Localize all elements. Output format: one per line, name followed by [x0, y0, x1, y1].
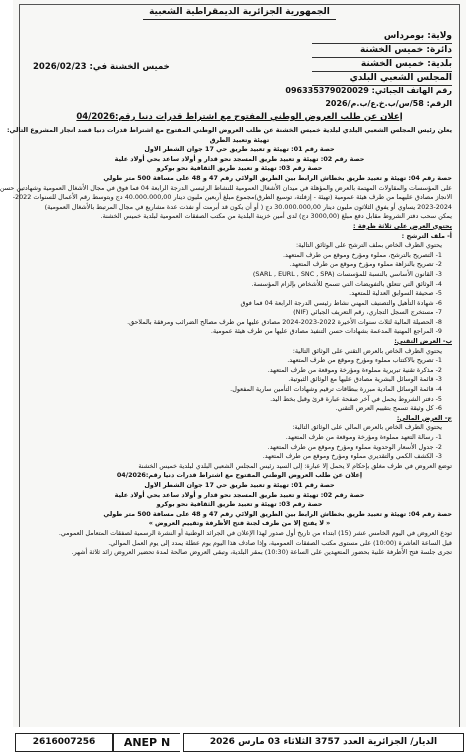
body-line: قبل الساعة العاشرة (10:00) على مستوى مكتب الصفقات العمومية، وإذا صادف هذا اليوم يوم عطلة يمدد إلى يوم العمل الموالي. — [108, 538, 452, 547]
body-line: 2- تصريح بالنزاهة مملوء ومؤرخ وموقع من طرف المتعهد. — [289, 260, 442, 269]
body-line: 6- شهادة التأهيل والتصنيف المهني نشاط رئيسي الدرجة الرابعة 04 فما فوق — [240, 298, 442, 307]
body-line: تجرى جلسة فتح الأظرفة علنية بحضور المتعهدين على الساعة (10:30) بمقر البلدية، وتبقى العروض صالحة لمدة تحضير العروض زائد ثلاثة أشهر. — [71, 548, 452, 557]
body-line: حصة رقم 02: تهيئة و تعبيد طريق المسجد نحو قدار و أولاد ساعد بحي أولاد علية — [114, 154, 365, 163]
body-line: 2023-2024 يساوي أو يفوق الثلاثون مليون دينار 30.000.000,00 دج ( أو أن يكون قد أبرمت أو نفذت عدة مشاريع في مجال المرتبط بالأشغال العمومية) — [44, 202, 452, 211]
body-line: 8- الحصيلة المالية لثلاث سنوات الأخيرة 2022-2023-2024 مصادق عليها من طرف مصالح الضرائب ومرفقة بالملاحق. — [127, 317, 442, 326]
body-line: توضع العروض في ظرف مغلق بإحكام لا يحمل إلا عبارة: إلى السيد رئيس المجلس الشعبي البلدي لبلدية خميس الخشنة — [138, 461, 452, 470]
body-line: تهيئة وتعبيد الطرق — [209, 135, 270, 144]
body-line: 3- قائمة الوسائل البشرية مصادق عليها مع الوثائق الثبوتية. — [288, 375, 442, 384]
body-line: « لا يفتح إلا من طرف لجنة فتح الأظرفة وتقييم العروض » — [148, 519, 331, 528]
body-line: 6- كل وثيقة تسمح بتقييم العرض التقني. — [335, 404, 442, 413]
body-line: حصة رقم 04: تهيئة و تعبيد طريق بخطاش الرابط بين الطريق الولائي رقم 47 و 48 على مسافة 500 متر طولي — [103, 173, 452, 182]
publication-line: الديار/ الجزائرية العدد 3757 الثلاثاء 03 مارس 2026 — [183, 733, 464, 752]
header-divider — [143, 19, 336, 20]
body-line: 7- مستخرج السجل التجاري، رقم التعريف الجبائي (NIF) — [293, 308, 442, 317]
body-line: 4- قائمة الوسائل المادية مبررة ببطاقات ترقيم وشهادات التأمين سارية المفعول. — [230, 385, 442, 394]
body-line: ب- العرض التقني: — [394, 337, 452, 346]
daira-line: دائرة: خميس الخشنة — [312, 44, 452, 58]
body-line: 3- الكشف الكمي والتقديري مملوء ومؤرخ وموقع من طرف المتعهد. — [262, 452, 442, 461]
body-line: يحتوي الظرف الخاص بملف الترشح على الوثائق التالية: — [295, 241, 442, 250]
body-line: حصة رقم 01: تهيئة و تعبيد طريق حي 17 جوان الشطر الاول — [144, 145, 335, 154]
body-line: يعلن رئيس المجلس الشعبي البلدي لبلدية خميس الخشنة عن طلب العروض الوطني المفتوح مع اشتراط قدرات دنيا قصد انجاز المشروع التالي: — [7, 126, 452, 134]
announcement-title: إعلان عن طلب العروض الوطني المفتوح مع اشتراط قدرات دنيا رقم:04/2026 — [76, 112, 403, 122]
body-line: تودع العروض في اليوم الخامس عشر (15) ابتداء من تاريخ أول صدور لهذا الإعلان في الجرائد الوطنية أو النشرة الرسمية لصفقات المتعامل العمومي. — [58, 528, 452, 537]
fiscal-number: رقم الهاتف الجبائي: 096335379020029 — [285, 86, 452, 95]
body-line: 1- رسالة التعهد مملوءة ومؤرخة وموقعة من طرف المتعهد. — [285, 433, 442, 441]
assembly-line: المجلس الشعبي البلدي — [312, 72, 452, 86]
page-footer — [13, 727, 466, 754]
body-line: 3- القانون الأساسي بالنسبة للمؤسسات (SARL , EURL , SNC , SPA) — [252, 269, 442, 278]
anep-number: 2616007256 — [15, 733, 113, 752]
body-line: حصة رقم 04: تهيئة و تعبيد طريق بخطاش الرابط بين الطريق الولائي رقم 47 و 48 على مسافة 500 متر طولي — [103, 509, 452, 518]
body-line: ج- العرض المالي: — [396, 413, 452, 422]
body-line: حصة رقم 03: تهيئة و تعبيد طريق الثقافية نحو بوكرو — [156, 500, 323, 509]
body-line: يحتوي الظرف الخاص بالعرض المالي على الوثائق التالية: — [292, 423, 442, 432]
body-line: 5- دفتر الشروط يحمل في آخر صفحة عبارة قرئ وقبل بخط اليد. — [270, 394, 442, 403]
reference-number: الرقم: 58/س/ب.خ.ع/ب.م/2026 — [325, 99, 452, 108]
body-line: 4- الوثائق التي تتعلق بالتفويضات التي تسمح للأشخاص بإلزام المؤسسة. — [251, 279, 442, 288]
body-line: 5- صحيفة السوابق العدلية للمتعهد. — [349, 289, 442, 298]
body-line: 2- جدول الأسعار الوحدوية مملوء ومؤرخ وموقع من طرف المتعهد. — [267, 442, 442, 451]
body-line: حصة رقم 03: تهيئة و تعبيد طريق الثقافية نحو بوكرو — [156, 164, 323, 173]
body-line: حصة رقم 02: تهيئة و تعبيد طريق المسجد نحو قدار و أولاد ساعد بحي أولاد علية — [114, 490, 365, 499]
republic-header: الجمهورية الجزائرية الديمقراطية الشعبية — [149, 7, 330, 17]
body-line: 9- المراجع المهنية المدعمة بشهادات حسن التنفيذ مصادق عليها من طرف هيئة عمومية. — [210, 327, 442, 336]
body-line: يحتوي العرض على ثلاثة ظرفة : — [353, 221, 452, 230]
body-line: يمكن سحب دفتر الشروط مقابل دفع مبلغ (3000,00 دج) لدى أمين خزينة البلدية من مكتب الصفقات العمومية لبلدية خميس الخشنة. — [100, 212, 452, 221]
wilaya-line: ولاية: بومرداس — [312, 30, 452, 44]
body-line: 1- التصريح بالترشح، مملوء ومؤرخ وموقع من طرف المتعهد. — [282, 250, 442, 259]
body-line: 1- تصريح بالاكتتاب مملوء ومؤرخ وموقع من طرف المتعهد. — [287, 356, 442, 365]
body-line: الانجاز مصادق عليهما من طرف هيئة عمومية (تهيئة - إزفلتة، توسيع الطرق)مجموع مبلغ أربعين مليون دينار 40.000.000,00 دج وبتوسط رقم الأعمال للسنوات 2022- — [12, 193, 452, 202]
body-line: حصة رقم 01: تهيئة و تعبيد طريق حي 17 جوان الشطر الاول — [144, 480, 335, 489]
body-line: إعلان عن طلب العروض الوطني المفتوح مع اشتراط قدرات دنيا رقم:04/2026 — [116, 471, 363, 480]
administrative-block — [312, 30, 452, 86]
body-line: يحتوي الظرف الخاص بالعرض التقني على الوثائق التالية: — [292, 346, 442, 355]
body-line: 2- مذكرة تقنية تبريرية مملوءة ومؤرخة وموقعة من طرف المتعهد. — [267, 365, 442, 374]
body-line: أ- ملف الترشح : — [401, 231, 452, 240]
anep-label: ANEP N — [113, 733, 180, 752]
dateline: خميس الخشنة في: 2026/02/23 — [33, 62, 170, 72]
body-line: على المؤسسات والمقاولات المهتمة بالعرض والمؤهلة في ميدان الأشغال العمومية للنشاط الرئيسي الدرجة الرابعة 04 فما فوق في مجال الأشغال العمومية وشهادتين حسن — [0, 183, 452, 192]
commune-line: بلدية: خميس الخشنة — [312, 58, 452, 72]
announcement-body — [0, 126, 452, 720]
